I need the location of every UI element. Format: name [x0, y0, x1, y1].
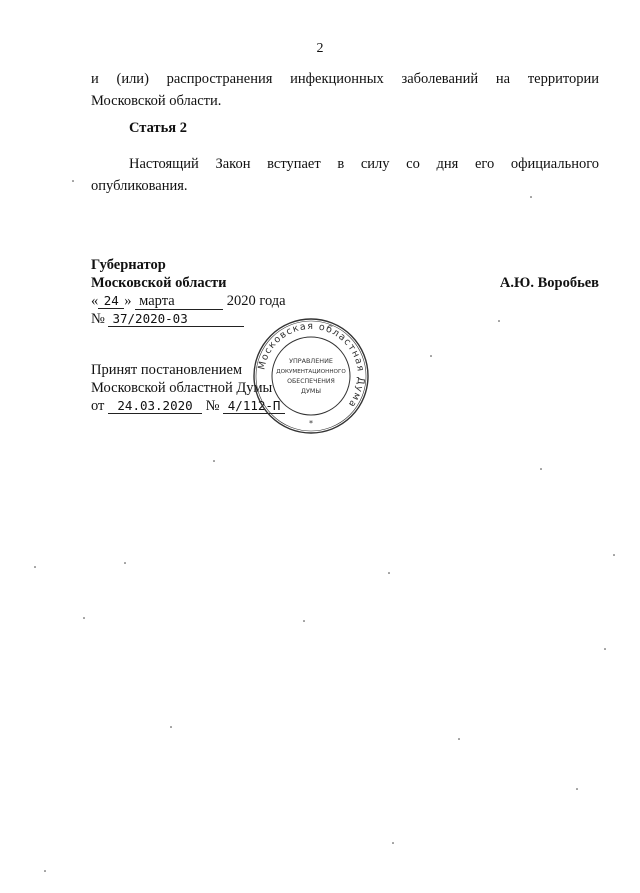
- scan-speck: [213, 460, 215, 462]
- signatory-name: А.Ю. Воробьев: [499, 275, 599, 291]
- article-heading: Статья 2: [129, 120, 187, 136]
- signature-date: « 24 » марта 2020 года: [91, 293, 286, 309]
- stamp-center-line3: ОБЕСПЕЧЕНИЯ: [287, 378, 335, 385]
- date-day-field: 24: [98, 293, 124, 309]
- scan-speck: [388, 572, 390, 574]
- scan-speck: [392, 842, 394, 844]
- scan-speck: [576, 788, 578, 790]
- acceptance-date-field: 24.03.2020: [108, 398, 202, 414]
- article-2-text: [91, 153, 599, 197]
- scan-speck: [430, 355, 432, 357]
- official-stamp: [251, 316, 371, 436]
- signatory-title-line2: Московской области: [91, 275, 227, 291]
- stamp-center-line4: ДУМЫ: [300, 387, 322, 395]
- acceptance-number-field: 4/112-П: [223, 398, 285, 414]
- scan-speck: [458, 738, 460, 740]
- paragraph2-line2: опубликования.: [91, 178, 188, 194]
- signatory-title-line1: Губернатор: [91, 257, 166, 273]
- acceptance-line3: от 24.03.2020 № 4/112-П: [91, 398, 285, 415]
- scan-speck: [613, 554, 615, 556]
- star-icon: *: [309, 419, 313, 428]
- scan-speck: [34, 566, 36, 568]
- law-number-field: 37/2020-03: [108, 311, 244, 327]
- scan-speck: [498, 320, 500, 322]
- stamp-inner-ring: [272, 337, 350, 415]
- scan-speck: [303, 620, 305, 622]
- scan-speck: [124, 562, 126, 564]
- acceptance-line2: Московской областной Думы: [91, 380, 273, 396]
- scan-speck: [83, 617, 85, 619]
- stamp-ring-text: Московская областная Дума: [256, 320, 367, 410]
- stamp-outer-ring: [254, 319, 368, 433]
- stamp-center-line2: ДОКУМЕНТАЦИОННОГО: [276, 369, 346, 375]
- date-month-field: марта: [135, 294, 223, 310]
- scan-speck: [530, 196, 532, 198]
- paragraph2-line1: Настоящий Закон вступает в силу со дня его официального: [129, 156, 600, 172]
- scan-speck: [604, 648, 606, 650]
- scan-speck: [540, 468, 542, 470]
- paragraph1-line2: Московской области.: [91, 93, 222, 109]
- page-number: 2: [316, 41, 324, 56]
- acceptance-line1: Принят постановлением: [91, 362, 243, 378]
- stamp-center-line1: УПРАВЛЕНИЕ: [289, 357, 333, 365]
- scan-speck: [44, 870, 46, 872]
- paragraph1-line1: и (или) распространения инфекционных заболеваний на территории: [91, 71, 600, 87]
- law-number: № 37/2020-03: [91, 311, 244, 328]
- scan-speck: [170, 726, 172, 728]
- paragraph-continuation: [91, 68, 599, 112]
- scan-speck: [72, 180, 74, 182]
